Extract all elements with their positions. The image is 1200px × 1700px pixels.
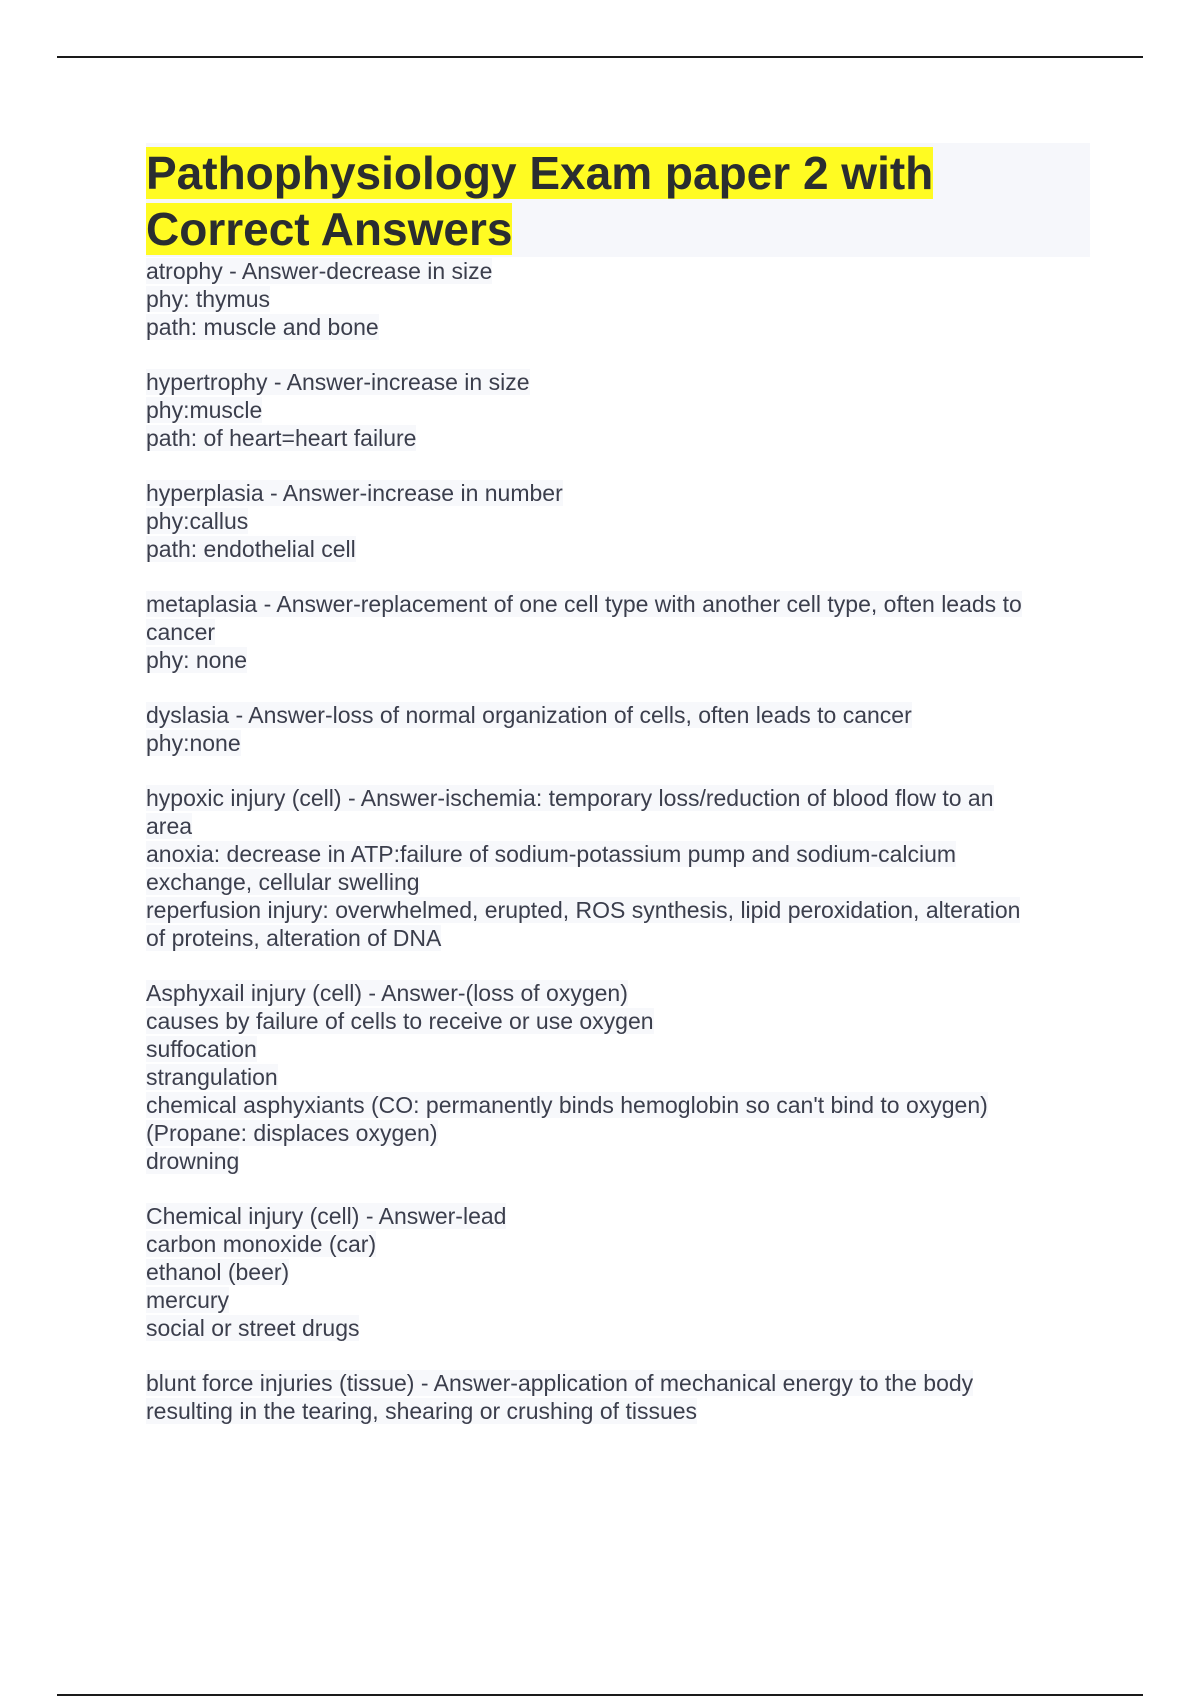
entry-answer-line: carbon monoxide (car) xyxy=(146,1231,377,1257)
qa-entry xyxy=(146,590,1090,674)
qa-entry xyxy=(146,479,1090,563)
entry-answer-line: strangulation xyxy=(146,1064,278,1090)
entry-answer-line: social or street drugs xyxy=(146,1315,360,1341)
qa-entry xyxy=(146,1202,1090,1342)
entry-answer-line: phy:callus xyxy=(146,508,249,534)
entry-answer-line: cancer xyxy=(146,619,216,645)
entry-question-line: blunt force injuries (tissue) - Answer-application of mechanical energy to the body xyxy=(146,1370,974,1396)
bottom-divider xyxy=(57,1694,1143,1696)
entry-question-line: hypertrophy - Answer-increase in size xyxy=(146,369,530,395)
entry-answer-line: (Propane: displaces oxygen) xyxy=(146,1120,438,1146)
entry-question-line: atrophy - Answer-decrease in size xyxy=(146,258,493,284)
qa-entry xyxy=(146,1369,1090,1425)
qa-entry xyxy=(146,368,1090,452)
entry-answer-line: path: of heart=heart failure xyxy=(146,425,417,451)
entry-answer-line: exchange, cellular swelling xyxy=(146,869,420,895)
page-title: Pathophysiology Exam paper 2 with Correct Answers xyxy=(146,147,934,255)
entry-answer-line: resulting in the tearing, shearing or crushing of tissues xyxy=(146,1398,698,1424)
top-divider xyxy=(57,56,1143,58)
entry-answer-line: phy: none xyxy=(146,647,248,673)
entry-question-line: dyslasia - Answer-loss of normal organization of cells, often leads to cancer xyxy=(146,702,912,728)
entry-answer-line: phy:none xyxy=(146,730,241,756)
entry-answer-line: causes by failure of cells to receive or use oxygen xyxy=(146,1008,654,1034)
entry-answer-line: reperfusion injury: overwhelmed, erupted, ROS synthesis, lipid peroxidation, alteration xyxy=(146,897,1021,923)
qa-entries xyxy=(146,257,1090,1425)
entry-answer-line: path: muscle and bone xyxy=(146,314,379,340)
entry-answer-line: mercury xyxy=(146,1287,230,1313)
title-block xyxy=(146,143,1090,257)
entry-answer-line: suffocation xyxy=(146,1036,257,1062)
entry-question-line: Asphyxail injury (cell) - Answer-(loss of oxygen) xyxy=(146,980,628,1006)
entry-answer-line: chemical asphyxiants (CO: permanently binds hemoglobin so can't bind to oxygen) xyxy=(146,1092,988,1118)
qa-entry xyxy=(146,784,1090,952)
entry-answer-line: phy:muscle xyxy=(146,397,263,423)
entry-answer-line: drowning xyxy=(146,1148,240,1174)
entry-answer-line: anoxia: decrease in ATP:failure of sodium-potassium pump and sodium-calcium xyxy=(146,841,957,867)
entry-question-line: hyperplasia - Answer-increase in number xyxy=(146,480,563,506)
entry-answer-line: path: endothelial cell xyxy=(146,536,356,562)
qa-entry xyxy=(146,979,1090,1175)
qa-entry xyxy=(146,701,1090,757)
entry-question-line: metaplasia - Answer-replacement of one cell type with another cell type, often leads to xyxy=(146,591,1022,617)
qa-entry xyxy=(146,257,1090,341)
entry-question-line: Chemical injury (cell) - Answer-lead xyxy=(146,1203,507,1229)
entry-answer-line: of proteins, alteration of DNA xyxy=(146,925,442,951)
document-body xyxy=(146,143,1090,1452)
entry-question-line: hypoxic injury (cell) - Answer-ischemia: temporary loss/reduction of blood flow to an xyxy=(146,785,994,811)
entry-answer-line: ethanol (beer) xyxy=(146,1259,290,1285)
entry-answer-line: area xyxy=(146,813,193,839)
entry-answer-line: phy: thymus xyxy=(146,286,270,312)
